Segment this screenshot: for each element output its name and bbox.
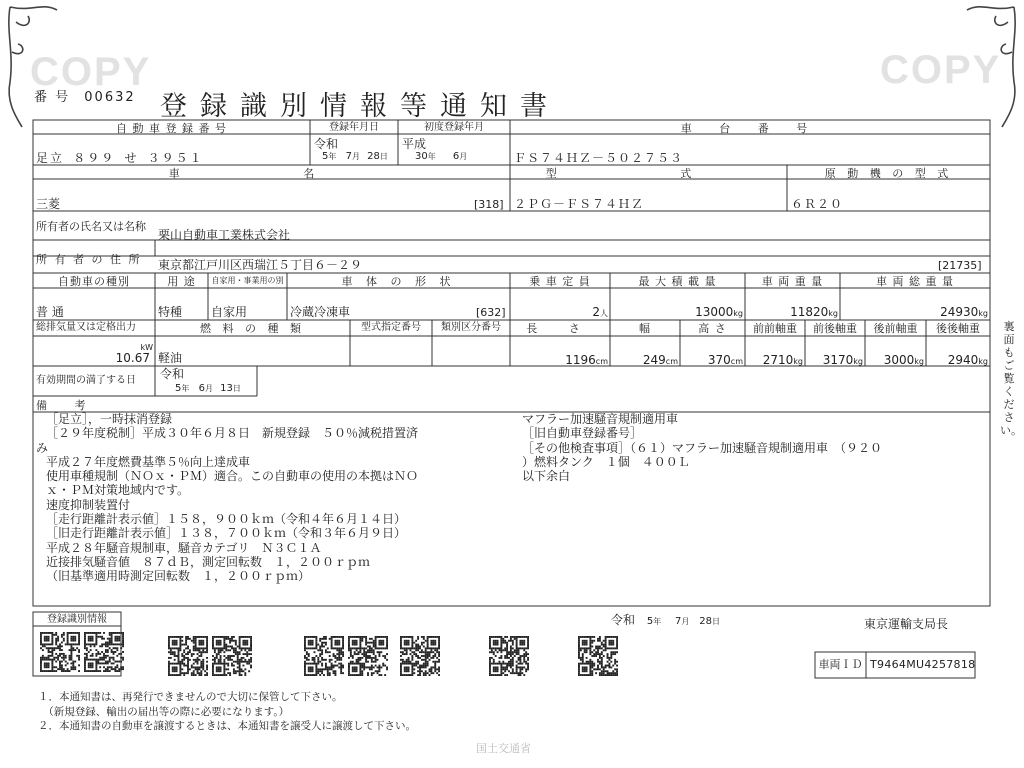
header-reg-date: 登録年月日 bbox=[329, 122, 379, 133]
value-rf-axle: 3000kg bbox=[883, 353, 924, 367]
header-body: 車 体 の 形 状 bbox=[341, 275, 456, 288]
value-engine: ６Ｒ２０ bbox=[791, 197, 844, 211]
value-capacity: 2人 bbox=[592, 305, 608, 319]
header-fuel: 燃 料 の 種 類 bbox=[200, 322, 305, 335]
remark-line: 近接排気騒音値 ８７ｄＢ，測定回転数 １，２００ｒｐｍ bbox=[46, 554, 371, 569]
vehicle-id-value: T9464MU4257818 bbox=[870, 658, 976, 671]
header-name: 車 名 bbox=[168, 167, 375, 180]
header-max-load: 最 大 積 載 量 bbox=[638, 275, 717, 288]
header-use: 用 途 bbox=[167, 275, 196, 288]
reg-day: 28 bbox=[367, 151, 380, 162]
value-name-code: [318] bbox=[474, 198, 504, 211]
header-owner: 所有者の氏名又は名称 bbox=[36, 220, 146, 233]
remark-line: み bbox=[36, 440, 49, 455]
value-business: 自家用 bbox=[211, 305, 248, 319]
reg-month: 7 bbox=[345, 151, 352, 162]
value-address-code: [21735] bbox=[938, 259, 982, 272]
remark-line: 使用車種規制（ＮＯｘ・ＰＭ）適合。この自動車の使用の本拠はＮＯ bbox=[46, 469, 419, 484]
value-gross: 24930kg bbox=[940, 305, 988, 319]
qr-code-icon bbox=[168, 636, 208, 676]
value-height: 370cm bbox=[707, 353, 743, 367]
value-address: 東京都江戸川区西瑞江５丁目６－２９ bbox=[158, 258, 363, 272]
value-displacement: kW bbox=[140, 343, 153, 352]
remark-line: ［足立］，一時抹消登録 bbox=[46, 412, 173, 426]
header-ff-axle: 前前軸重 bbox=[753, 322, 797, 335]
qr-code-icon bbox=[304, 636, 344, 676]
header-category: 類別区分番号 bbox=[441, 322, 501, 333]
value-reg-era: 令和 bbox=[314, 137, 339, 151]
header-width: 幅 bbox=[639, 322, 651, 335]
header-rr-axle: 後後軸重 bbox=[936, 322, 980, 335]
header-model: 型 式 bbox=[545, 167, 752, 180]
value-first-date: 30年 6月 bbox=[415, 151, 468, 162]
vehicle-id-label: 車両ＩＤ bbox=[818, 658, 863, 671]
remark-line: （旧基準適用時測定回転数 １，２００ｒｐｍ） bbox=[46, 569, 311, 584]
header-business: 自家用・事業用の別 bbox=[211, 276, 284, 285]
remark-line: ［２９年度税制］平成３０年６月８日 新規登録 ５０％減税措置済 bbox=[46, 426, 419, 441]
value-body: 冷蔵冷凍車 bbox=[290, 305, 351, 319]
header-kind: 自動車の種別 bbox=[58, 275, 130, 288]
remarks-right bbox=[522, 412, 882, 483]
header-weight: 車 両 重 量 bbox=[761, 275, 824, 288]
value-fr-axle: 3170kg bbox=[822, 353, 863, 367]
qr-code-icon bbox=[84, 632, 124, 672]
header-remarks: 備 考 bbox=[36, 399, 98, 412]
header-owner-address: 所 有 者 の 住 所 bbox=[36, 253, 142, 266]
remark-line: ［旧自動車登録番号］ bbox=[522, 426, 643, 441]
header-chassis: 車 台 番 号 bbox=[680, 122, 820, 135]
header-expiry: 有効期間の満了する日 bbox=[36, 375, 136, 386]
value-weight: 11820kg bbox=[790, 305, 838, 319]
first-month: 6 bbox=[452, 151, 460, 162]
header-type-designation: 型式指定番号 bbox=[361, 322, 421, 333]
value-body-code: [632] bbox=[476, 306, 506, 319]
document-number-label: 番 号 bbox=[34, 90, 71, 105]
ministry-seal: 国土交通省 bbox=[476, 742, 531, 755]
qr-code-icon bbox=[40, 632, 80, 672]
value-kind: 普 通 bbox=[36, 305, 64, 319]
qr-label: 登録識別情報 bbox=[47, 614, 107, 625]
value-reg-no: 足立 ８９９ せ ３９５１ bbox=[36, 151, 204, 165]
value-model: ２ＰＧ－ＦＳ７４ＨＺ bbox=[514, 197, 645, 211]
remark-line: ［旧走行距離計表示値］１３８，７００ｋｍ（令和３年６月９日） bbox=[46, 526, 407, 541]
value-owner: 栗山自動車工業株式会社 bbox=[158, 228, 291, 242]
header-first-reg: 初度登録年月 bbox=[424, 122, 484, 133]
copy-watermark-left: COPY bbox=[30, 50, 152, 94]
header-gross: 車 両 総 重 量 bbox=[876, 275, 954, 288]
copy-watermark-right: COPY bbox=[880, 48, 1002, 92]
value-chassis: ＦＳ７４ＨＺ－５０２７５３ bbox=[514, 151, 684, 165]
remark-line: ｘ・ＰＭ対策地域内です。 bbox=[46, 483, 190, 498]
value-rr-axle: 2940kg bbox=[947, 353, 988, 367]
value-reg-date: 5年 7月 28日 bbox=[322, 151, 388, 162]
header-capacity: 乗 車 定 員 bbox=[529, 275, 591, 288]
value-width: 249cm bbox=[642, 353, 678, 367]
qr-code-icon bbox=[212, 636, 252, 676]
issue-date: 令和 5年 7月 28日 bbox=[611, 613, 720, 627]
side-note: 裏面もご覧ください。 bbox=[1000, 320, 1022, 437]
remark-line: 以下余白 bbox=[522, 469, 571, 484]
remark-line: マフラー加速騒音規制適用車 bbox=[522, 412, 679, 426]
issuing-bureau: 東京運輸支局長 bbox=[864, 617, 949, 631]
header-engine: 原 動 機 の 型 式 bbox=[824, 167, 953, 180]
qr-code-icon bbox=[348, 636, 388, 676]
reg-year: 5 bbox=[322, 151, 329, 162]
value-ff-axle: 2710kg bbox=[762, 353, 803, 367]
header-rf-axle: 後前軸重 bbox=[873, 322, 918, 335]
qr-code-icon bbox=[489, 636, 529, 676]
footer-line: ２．本通知書の自動車を譲渡するときは、本通知書を譲受人に譲渡して下さい。 bbox=[38, 720, 416, 732]
remark-line: 平成２７年度燃費基準５％向上達成車 bbox=[46, 454, 251, 469]
value-length: 1196cm bbox=[565, 353, 608, 367]
remarks-left bbox=[36, 412, 419, 584]
remark-line: ）燃料タンク １個 ４００Ｌ bbox=[522, 454, 690, 469]
value-fuel: 軽油 bbox=[158, 351, 183, 365]
header-length: 長 さ bbox=[526, 322, 594, 335]
footer-notes bbox=[38, 690, 416, 734]
footer-line: （新規登録、輸出の届出等の際に必要になります。） bbox=[38, 705, 290, 718]
value-displacement-number: 10.67 bbox=[115, 351, 150, 365]
value-expiry-era: 令和 bbox=[160, 367, 185, 381]
first-year: 30 bbox=[415, 151, 428, 162]
value-first-era: 平成 bbox=[402, 137, 427, 151]
value-name: 三菱 bbox=[36, 197, 61, 211]
remark-line: ［その他検査事項］（６１）マフラー加速騒音規制適用車 （９２０ bbox=[522, 440, 883, 455]
header-reg-no: 自 動 車 登 録 番 号 bbox=[116, 122, 227, 135]
footer-line: １．本通知書は、再発行できませんので大切に保管して下さい。 bbox=[38, 691, 343, 703]
value-max-load: 13000kg bbox=[695, 305, 743, 319]
remark-line: 速度抑制装置付 bbox=[46, 497, 131, 512]
remark-line: ［走行距離計表示値］１５８，９００ｋｍ（令和４年６月１４日） bbox=[46, 512, 407, 527]
qr-code-icon bbox=[400, 636, 440, 676]
header-height: 高 さ bbox=[698, 322, 727, 335]
page-title: 登録識別情報等通知書 bbox=[160, 91, 560, 122]
remark-line: 平成２８年騒音規制車，騒音カテゴリ Ｎ３Ｃ１Ａ bbox=[46, 540, 322, 555]
header-displacement: 総排気量又は定格出力 bbox=[36, 322, 136, 333]
value-expiry-date: 5年 6月 13日 bbox=[175, 383, 241, 394]
qr-code-icon bbox=[578, 636, 618, 676]
value-use: 特種 bbox=[158, 305, 183, 319]
header-fr-axle: 前後軸重 bbox=[813, 322, 857, 335]
document-number-value: 00632 bbox=[84, 90, 136, 105]
